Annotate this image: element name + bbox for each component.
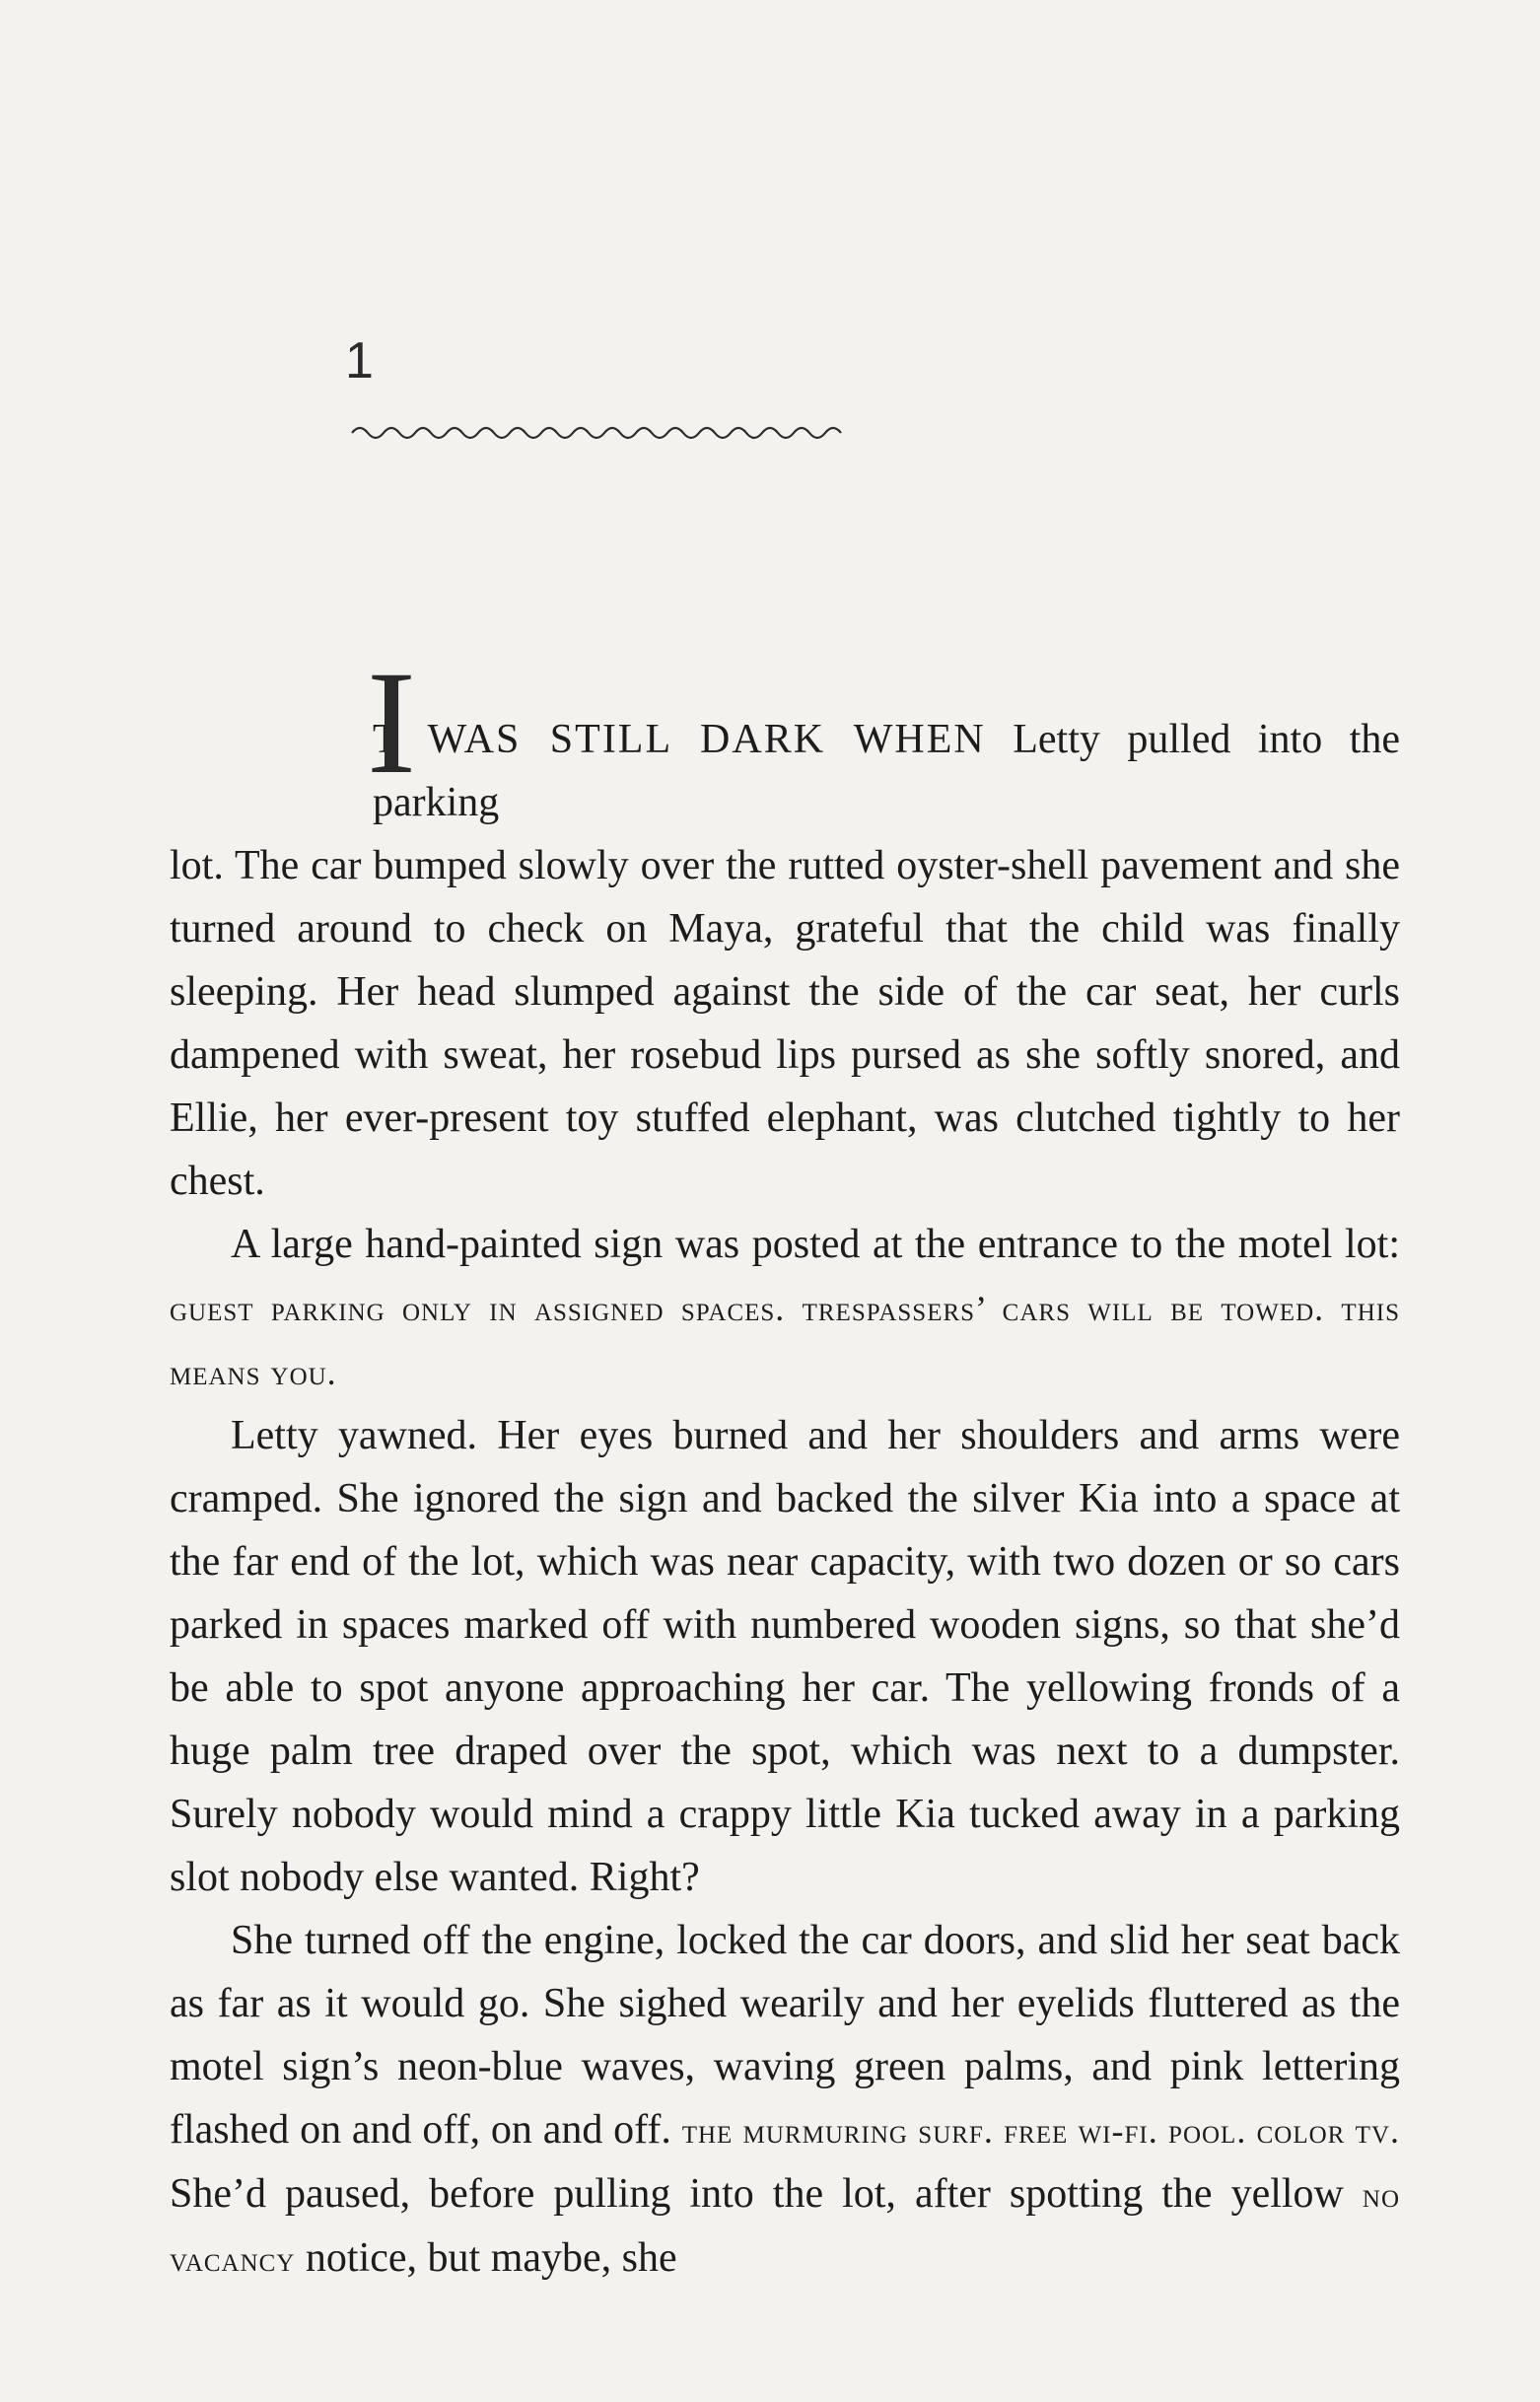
chapter-number: 1 xyxy=(345,332,374,389)
paragraph-2 xyxy=(170,1213,1400,1404)
parking-sign-text: guest parking only in assigned spaces. trespassers’ cars will be towed. this means you. xyxy=(170,1289,1400,1392)
paragraph-4-text: She turned off the engine, locked the car doors, and slid her seat back as far as it would go. She sighed wearily and her eyelids fluttered as the motel sign’s neon-blue waves, waving green palms, and pink lettering flashed on and off, on and off. xyxy=(170,1918,1400,2153)
paragraph-1-text: lot. The car bumped slowly over the rutted oyster-shell pavement and she turned around to check on Maya, grateful that the child was finally sleeping. Her head slumped against the side of the car seat, her curls dampened with sweat, her rosebud lips pursed as she softly snored, and Ellie, her ever-present toy stuffed elephant, was clutched tightly to her chest. xyxy=(170,843,1400,1204)
paragraph-3 xyxy=(170,1404,1400,1909)
no-vacancy-text: no vacancy xyxy=(170,2175,1400,2279)
first-line-rest: Letty pulled into the parking xyxy=(373,717,1400,825)
paragraph-4 xyxy=(170,1909,1400,2291)
paragraph-3-text: Letty yawned. Her eyes burned and her shoulders and arms were cramped. She ignored the sign and backed the silver Kia into a space at the far end of the lot, which was near capacity, with two dozen or so cars parked in spaces marked off with numbered wooden signs, so that she’d be able to spot anyone approaching her car. The yellowing fronds of a huge palm tree draped over the spot, which was next to a dumpster. Surely nobody would mind a crappy little Kia tucked away in a parking slot nobody else wanted. Right? xyxy=(170,1413,1400,1900)
motel-sign-text: the murmuring surf. free wi-fi. pool. color tv. xyxy=(681,2111,1401,2151)
paragraph-4-middle: She’d paused, before pulling into the lot, after spotting the yellow xyxy=(170,2171,1344,2217)
wavy-line-ornament xyxy=(350,419,843,445)
lead-in-small-caps: T WAS STILL DARK WHEN xyxy=(373,717,986,762)
body-text xyxy=(170,641,1401,2291)
paragraph-1 xyxy=(170,641,1400,1213)
paragraph-4-end: notice, but maybe, she xyxy=(305,2235,677,2281)
paragraph-2-text: A large hand-painted sign was posted at the entrance to the motel lot: xyxy=(231,1222,1400,1267)
drop-cap: I xyxy=(367,641,416,805)
first-line xyxy=(170,708,1400,834)
